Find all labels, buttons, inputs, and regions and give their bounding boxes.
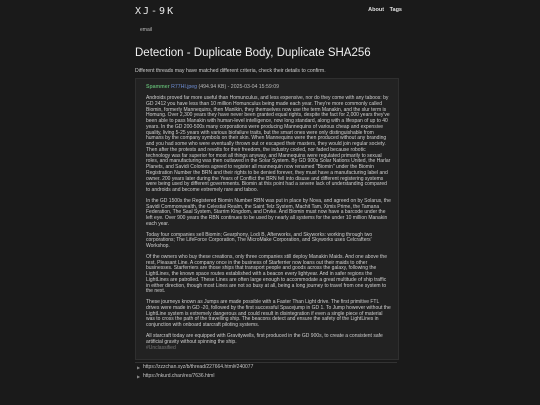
site-logo[interactable]: XJ-9K: [135, 6, 176, 17]
post-card: [135, 78, 399, 360]
post-paragraph: In the GD 1500s the Registered Biomin Number RBN was put in place by Nova, and agreed on by Solarus, the Savidi Commonwealth, the Celestial Realm, the Saint Telz System, Machit Tam, Ximis Prime, the Tamana Federation, The Saal System, Starrim Kingdom, and Drvke. And Biomin must now have a barcode under the left eye. Over 900 years the RBN continues to be used by nearly all systems for the under 10 million Manakin each year.: [146, 197, 391, 227]
nav-about-link[interactable]: About: [368, 7, 385, 13]
post-paragraph: Of the owners who buy these creations, only three companies still deploy Manakin Maids. And one above the rest, Pleasant Line. A company once in the business of Starferrier now loans out their maids to other businesses. Starferriers are those ships that transport people and goods across the galaxy, following the LightLines, the known space routes established with a beacon every lightyear. And in safer regions the LightLines are patrolled. These Lines are often large enough to accommodate a great multitude of ship traffic in either direction, though most Lines are not so busy at all, being a long journey to travel from one system to the next.: [146, 253, 387, 295]
poster-name: Spammer: [146, 84, 170, 90]
page-subtitle: Different threads may have matched different criteria, check their details to confirm.: [135, 68, 326, 74]
post-paragraph: Today four companies sell Biomin; Gearphony, Lodi B, Afterworks, and Skyworks: working through two corporations; The LifeForce Corporation, The MicroMake Corporation, and Skyworks uses Celcrafters' Workshop.: [146, 231, 373, 249]
nav-tags-link[interactable]: Tags: [389, 7, 402, 13]
thread-link-row[interactable]: [135, 363, 397, 372]
file-link[interactable]: R77HI.jpeg: [171, 84, 198, 90]
post-tag[interactable]: #Unclassified: [146, 345, 176, 351]
thread-link-row[interactable]: [135, 372, 397, 381]
post-paragraph: Androids proved far more useful than Homunculus, and less expensive, nor do they come with any taboos: by GD 2412 you have less than 10 million Homunculus being made each year. They're more commonly called Biomin, formerly Mannequins, then Manikin, they themselves now use the term Manakin, and the slur term is Homung. Over 2,300 years they have never been granted equal rights, despite the fact for 2,000 years they've been able to pass Manakin with human-level intelligence, now long standard, along with a lifespan of up to 40 years. In the GD 200-500s many corporations were producing Mannequins of various cheap and expensive quality, living 5-25 years with various biofailure traits, but the smart ones were only distinguishable from humans by the company symbols on their skin. When Mannequins were then produced without any branding and you had some who were eventually thrown out or escaped their masters, they would join regular society. Then after the protests and revolts for their freedom, the industry cooled, nor faded because robotic technology was far superior for most all things anyway, and Mannequins were regulated primarily to sexual roles, and manufacturing was then outlawed in the Solar System. By GD 900s Solar Nations United, the Harlar Planets, and Savidi Colonies agreed to register all mannequin now renamed "Biomin" under the Biomin Registration Number the BRN and their rights to be denied forever, they must have a manufacturing label and owner. 200 years later during the Years of Conflict the BRN fell into disuse and different registering systems were being used by different governments. Biomin at this point had a severe lack of understanding compared to androids and become extremely rare and taboo.: [146, 95, 391, 193]
thread-links: [135, 362, 397, 381]
top-nav: [364, 7, 402, 13]
email-link[interactable]: email: [140, 27, 152, 33]
post-paragraph: All starcraft today are equipped with Gravitywells, first produced in the GD 900s, to create a consistent safe artificial gravity without spinning the ship.: [146, 332, 383, 345]
post-paragraph: These journeys known as Jumps are made possible with a Faster Than Light drive. The first primitive FTL drives were made in GD -20, followed by the first successful Spacejump in GD 1. To Jump however without the LightLine system is extremely dangerous and could result in disintegration if even a single piece of material was to cross the path of the travelling ship. The beacons detect and ensure the safety of the LightLines in conjunction with onboard starcraft piloting systems.: [146, 299, 391, 328]
top-bar: [0, 0, 540, 30]
file-meta: (494.94 KB) - 2025-03-04 15:59:09: [198, 84, 279, 90]
triangle-right-icon: ▶: [137, 365, 141, 370]
post-header: [146, 84, 279, 90]
triangle-right-icon: ▶: [137, 374, 141, 379]
page-title: Detection - Duplicate Body, Duplicate SHA256: [135, 47, 371, 59]
thread-link-url[interactable]: https://nkurd.chan/res/7636.html: [143, 373, 215, 379]
thread-link-url[interactable]: https://zzzchan.xyz/b/thread/227664.html#240077: [143, 364, 254, 370]
post-body: [146, 96, 391, 350]
